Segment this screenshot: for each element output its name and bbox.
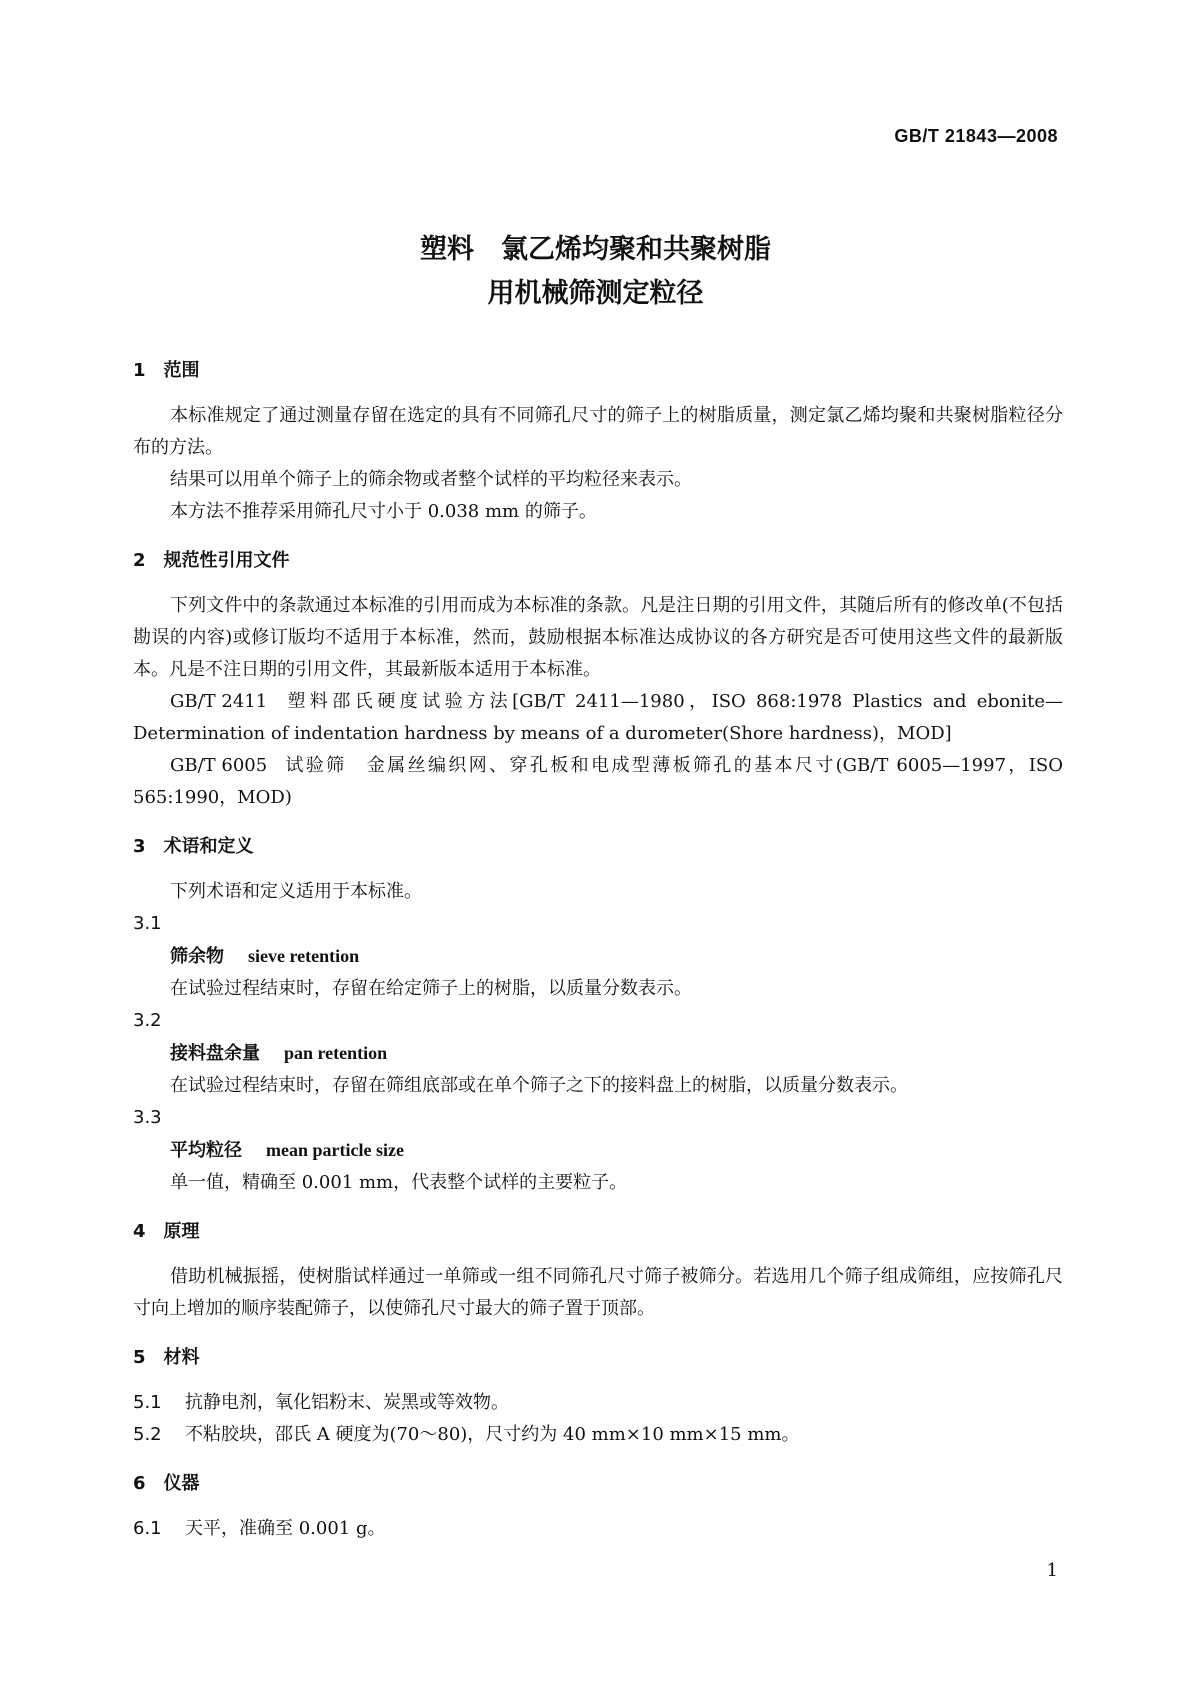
list-item bbox=[133, 1387, 1063, 1419]
term-name bbox=[170, 1134, 1063, 1167]
list-item bbox=[133, 1419, 1063, 1451]
paragraph: 结果可以用单个筛子上的筛余物或者整个试样的平均粒径来表示。 bbox=[170, 469, 692, 490]
reference-detail: [GB/T 2411—1980，ISO 868:1978 Plastics and ebonite—Determination of indentation hardness by means of a durometer(Shore hardness)，MOD] bbox=[133, 691, 1064, 744]
term-english: sieve retention bbox=[248, 946, 360, 966]
reference-title: 塑料邵氏硬度试验方法 bbox=[283, 691, 513, 712]
reference-entry bbox=[133, 750, 1063, 814]
term-name bbox=[170, 1037, 1063, 1070]
reference-detail: (GB/T 6005—1997，ISO 565:1990，MOD) bbox=[133, 755, 1063, 808]
reference-code: GB/T 2411 bbox=[170, 691, 268, 712]
term-definition: 单一值，精确至 0.001 mm，代表整个试样的主要粒子。 bbox=[170, 1172, 628, 1193]
term-name bbox=[170, 940, 1063, 973]
item-number: 5.1 bbox=[133, 1392, 162, 1413]
paragraph: 下列术语和定义适用于本标准。 bbox=[170, 881, 422, 902]
document-body bbox=[133, 358, 1063, 1545]
reference-entry bbox=[133, 686, 1063, 750]
document-title bbox=[0, 228, 1191, 316]
term-english: mean particle size bbox=[266, 1140, 404, 1160]
section-heading-principle: 4 原理 bbox=[133, 1221, 200, 1242]
section-heading-terms: 3 术语和定义 bbox=[133, 836, 254, 857]
term-chinese: 接料盘余量 bbox=[170, 1043, 260, 1064]
title-line-2: 用机械筛测定粒径 bbox=[487, 278, 704, 309]
paragraph: 借助机械振摇，使树脂试样通过一单筛或一组不同筛孔尺寸筛子被筛分。若选用几个筛子组成筛组，应按筛孔尺寸向上增加的顺序装配筛子，以使筛孔尺寸最大的筛子置于顶部。 bbox=[133, 1266, 1063, 1319]
paragraph: 本方法不推荐采用筛孔尺寸小于 0.038 mm 的筛子。 bbox=[170, 501, 597, 522]
item-text: 抗静电剂，氧化铝粉末、炭黑或等效物。 bbox=[185, 1392, 509, 1413]
reference-code: GB/T 6005 bbox=[170, 755, 268, 776]
section-heading-scope: 1 范围 bbox=[133, 360, 200, 381]
item-number: 5.2 bbox=[133, 1424, 162, 1445]
term-chinese: 平均粒径 bbox=[170, 1140, 242, 1161]
term-chinese: 筛余物 bbox=[170, 946, 224, 967]
section-heading-materials: 5 材料 bbox=[133, 1347, 200, 1368]
reference-title: 试验筛 金属丝编织网、穿孔板和电成型薄板筛孔的基本尺寸 bbox=[283, 755, 836, 776]
standard-code: GB/T 21843—2008 bbox=[894, 126, 1058, 146]
section-heading-apparatus: 6 仪器 bbox=[133, 1473, 200, 1494]
title-line-1: 塑料 氯乙烯均聚和共聚树脂 bbox=[420, 234, 771, 265]
page-number: 1 bbox=[1046, 1560, 1058, 1581]
list-item bbox=[133, 1513, 1063, 1545]
item-text: 天平，准确至 0.001 g。 bbox=[185, 1518, 386, 1539]
term-number: 3.2 bbox=[133, 1010, 162, 1031]
paragraph: 下列文件中的条款通过本标准的引用而成为本标准的条款。凡是注日期的引用文件，其随后所有的修改单(不包括勘误的内容)或修订版均不适用于本标准，然而，鼓励根据本标准达成协议的各方研究是否可使用这些文件的最新版本。凡是不注日期的引用文件，其最新版本适用于本标准。 bbox=[133, 595, 1063, 680]
item-number: 6.1 bbox=[133, 1518, 162, 1539]
term-definition: 在试验过程结束时，存留在给定筛子上的树脂，以质量分数表示。 bbox=[170, 978, 692, 999]
paragraph: 本标准规定了通过测量存留在选定的具有不同筛孔尺寸的筛子上的树脂质量，测定氯乙烯均聚和共聚树脂粒径分布的方法。 bbox=[133, 405, 1063, 458]
term-number: 3.3 bbox=[133, 1107, 162, 1128]
term-english: pan retention bbox=[284, 1043, 388, 1063]
section-heading-normative-references: 2 规范性引用文件 bbox=[133, 550, 290, 571]
item-text: 不粘胶块，邵氏 A 硬度为(70～80)，尺寸约为 40 mm×10 mm×15 mm。 bbox=[185, 1424, 800, 1445]
term-number: 3.1 bbox=[133, 913, 162, 934]
term-definition: 在试验过程结束时，存留在筛组底部或在单个筛子之下的接料盘上的树脂，以质量分数表示。 bbox=[170, 1075, 908, 1096]
